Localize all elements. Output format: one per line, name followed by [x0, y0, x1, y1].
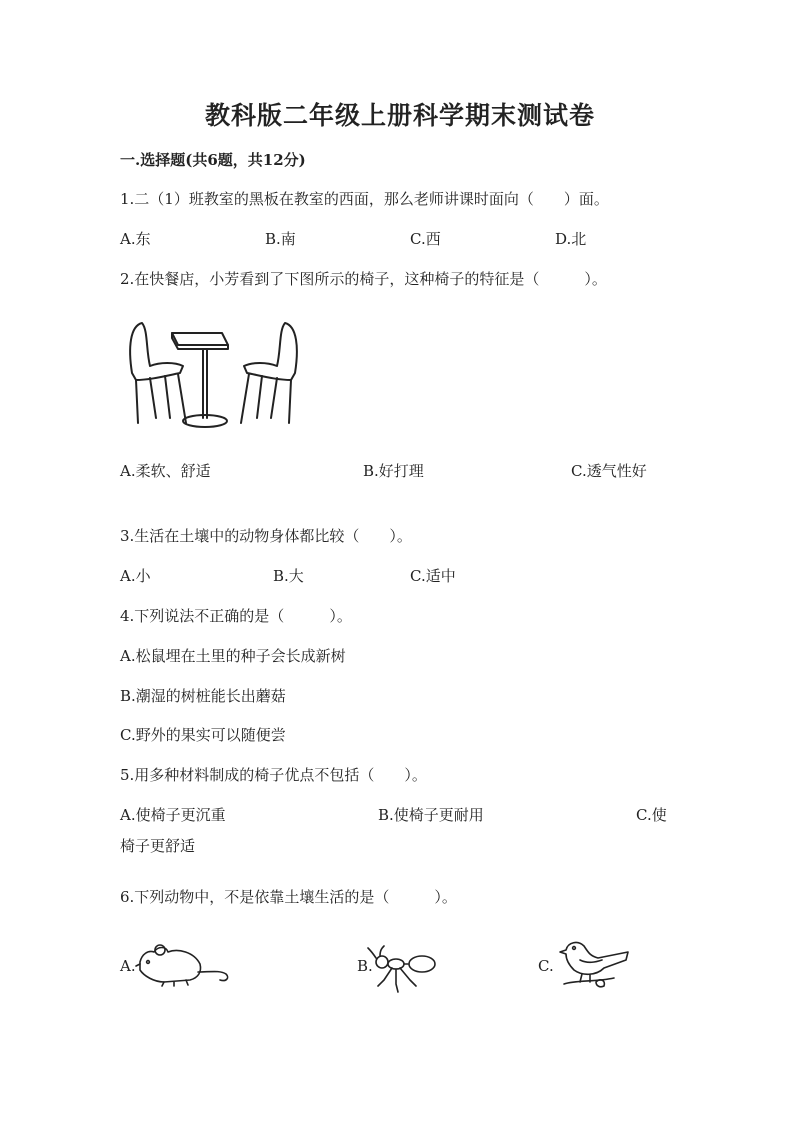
q6-option-b[interactable]: B. — [357, 957, 373, 975]
q1-option-d[interactable]: D.北 — [555, 230, 587, 248]
q4-option-a[interactable]: A.松鼠埋在土里的种子会长成新树 — [120, 647, 346, 665]
q6-option-a[interactable]: A. — [120, 957, 136, 975]
q1-option-b[interactable]: B.南 — [265, 230, 296, 248]
q4-option-b[interactable]: B.潮湿的树桩能长出蘑菇 — [120, 687, 286, 705]
q5-option-a[interactable]: A.使椅子更沉重 — [120, 806, 226, 824]
q1-option-a[interactable]: A.东 — [120, 230, 151, 248]
question-3: 3.生活在土壤中的动物身体都比较（ ）。 — [120, 527, 412, 545]
q5-option-b[interactable]: B.使椅子更耐用 — [378, 806, 484, 824]
chair-right-icon — [241, 323, 297, 423]
page-title: 教科版二年级上册科学期末测试卷 — [204, 101, 595, 130]
q4-option-c[interactable]: C.野外的果实可以随便尝 — [120, 726, 286, 744]
section-heading: 一.选择题(共6题，共12分) — [120, 151, 306, 169]
q6-option-c[interactable]: C. — [538, 957, 554, 975]
q1-option-c[interactable]: C.西 — [410, 230, 441, 248]
q2-option-a[interactable]: A.柔软、舒适 — [120, 462, 211, 480]
question-4: 4.下列说法不正确的是（ ）。 — [120, 607, 352, 625]
q2-option-b[interactable]: B.好打理 — [363, 462, 424, 480]
q5-option-c[interactable]: C.使 — [636, 806, 667, 824]
question-6: 6.下列动物中，不是依靠土壤生活的是（ ）。 — [120, 888, 457, 906]
table-icon — [172, 333, 228, 427]
q3-option-c[interactable]: C.适中 — [410, 567, 456, 585]
q3-option-a[interactable]: A.小 — [120, 567, 151, 585]
q3-option-b[interactable]: B.大 — [273, 567, 304, 585]
ant-icon — [370, 946, 438, 994]
question-1: 1.二（1）班教室的黑板在教室的西面，那么老师讲课时面向（ ）面。 — [120, 190, 609, 208]
mouse-icon — [134, 940, 234, 988]
q2-option-c[interactable]: C.透气性好 — [571, 462, 647, 480]
chair-left-icon — [130, 323, 186, 423]
bird-icon — [556, 938, 632, 992]
question-5: 5.用多种材料制成的椅子优点不包括（ ）。 — [120, 766, 427, 784]
chairs-table-illustration — [120, 318, 305, 433]
question-2: 2.在快餐店，小芳看到了下图所示的椅子，这种椅子的特征是（ ）。 — [120, 270, 607, 288]
q5-option-c-continued: 椅子更舒适 — [120, 837, 196, 855]
